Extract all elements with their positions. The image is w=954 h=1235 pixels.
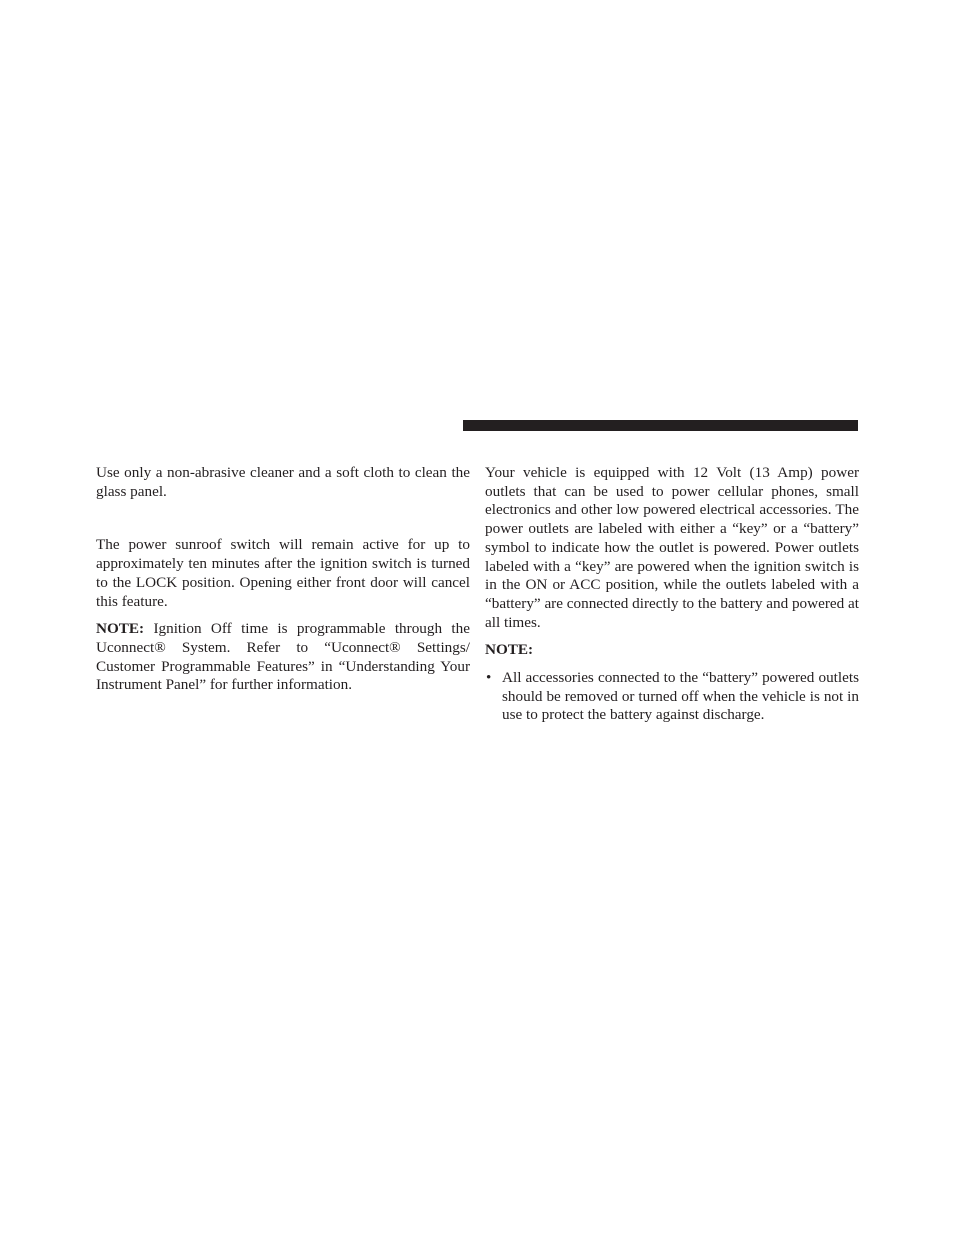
power-outlets-paragraph: Your vehicle is equipped with 12 Volt (13 Amp) power outlets that can be used to power cellular phones, small electronics and other low powered electrical accessories. The power outlets are labeled with either a “key” or a “battery” symbol to indicate how the outlet is powered. Power outlets labeled with a “key” are powered when the ignition switch is in the ON or ACC position, while the outlets labeled with a “battery” are connected directly to the battery and powered at all times.: [485, 464, 860, 631]
bullet-text: All accessories connected to the “battery” powered outlets should be removed or turned off when the vehicle is not in use to protect the battery against discharge.: [502, 669, 859, 724]
power-outlets-note-label: NOTE:: [485, 641, 534, 659]
bullet-icon: •: [486, 669, 492, 687]
section-header-bar: [463, 420, 858, 431]
list-item: [485, 669, 859, 725]
note-bullet-list: [485, 669, 859, 725]
note-text: Ignition Off time is programmable through the Uconnect® System. Refer to “Uconnect® Settings/ Customer Programmable Features” in “Understanding Your Instrument Panel” for further information.: [96, 620, 470, 694]
right-column: [485, 464, 859, 725]
left-column: [96, 464, 470, 695]
ignition-off-operation-paragraph: The power sunroof switch will remain active for up to approximately ten minutes after the ignition switch is turned to the LOCK position. Opening either front door will cancel this feature.: [96, 536, 470, 610]
glass-cleaning-paragraph: Use only a non-abrasive cleaner and a soft cloth to clean the glass panel.: [96, 464, 470, 500]
note-label: NOTE:: [96, 620, 145, 638]
ignition-off-note: [96, 620, 470, 695]
